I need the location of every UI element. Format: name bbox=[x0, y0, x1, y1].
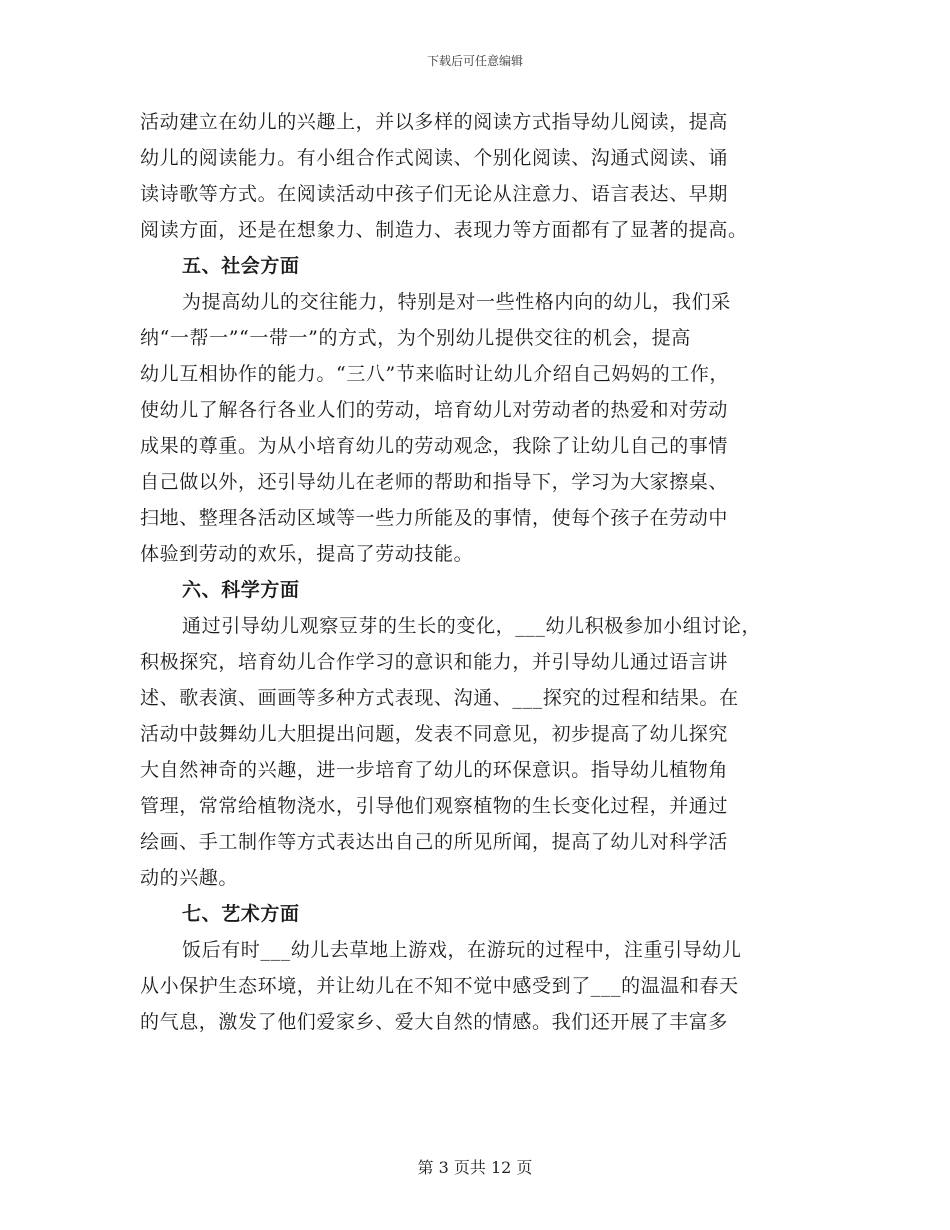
section-heading: 七、艺术方面 bbox=[182, 903, 300, 925]
text-line: 绘画、手工制作等方式表达出自己的所见所闻，提高了幼儿对科学活 bbox=[140, 831, 729, 853]
text-line: 的气息，激发了他们爱家乡、爱大自然的情感。我们还开展了丰富多 bbox=[140, 1011, 729, 1033]
text-line: 积极探究，培育幼儿合作学习的意识和能力，并引导幼儿通过语言讲 bbox=[140, 651, 729, 673]
text-line: 自己做以外，还引导幼儿在老师的帮助和指导下，学习为大家擦桌、 bbox=[140, 471, 729, 493]
text-line: 幼儿的阅读能力。有小组合作式阅读、个别化阅读、沟通式阅读、诵 bbox=[140, 147, 729, 169]
text-line: 阅读方面，还是在想象力、制造力、表现力等方面都有了显著的提高。 bbox=[140, 219, 748, 241]
text-line: 活动建立在幼儿的兴趣上，并以多样的阅读方式指导幼儿阅读，提高 bbox=[140, 111, 729, 133]
page-header-note: 下载后可任意编辑 bbox=[426, 54, 523, 68]
text-line: 扫地、整理各活动区域等一些力所能及的事情，使每个孩子在劳动中 bbox=[140, 507, 729, 529]
text-line: 述、歌表演、画画等多种方式表现、沟通、___探究的过程和结果。在 bbox=[140, 687, 739, 709]
text-line: 管理，常常给植物浇水，引导他们观察植物的生长变化过程，并通过 bbox=[140, 795, 729, 817]
text-line: 活动中鼓舞幼儿大胆提出问题，发表不同意见，初步提高了幼儿探究 bbox=[140, 723, 729, 745]
text-line: 通过引导幼儿观察豆芽的生长的变化，___幼儿积极参加小组讨论， bbox=[182, 615, 762, 637]
page-number: 第 3 页共 12 页 bbox=[417, 1158, 533, 1177]
text-line: 幼儿互相协作的能力。“三八”节来临时让幼儿介绍自己妈妈的工作， bbox=[140, 363, 730, 385]
document-body bbox=[140, 104, 820, 1040]
text-line: 体验到劳动的欢乐，提高了劳动技能。 bbox=[140, 543, 474, 565]
text-line: 动的兴趣。 bbox=[140, 867, 239, 889]
text-line: 从小保护生态环境，并让幼儿在不知不觉中感受到了___的温温和春天 bbox=[140, 975, 739, 997]
text-line: 大自然神奇的兴趣，进一步培育了幼儿的环保意识。指导幼儿植物角 bbox=[140, 759, 729, 781]
text-line: 纳“一帮一”“一带一”的方式，为个别幼儿提供交往的机会，提高 bbox=[140, 327, 691, 349]
section-heading: 六、科学方面 bbox=[182, 579, 300, 601]
text-line: 使幼儿了解各行各业人们的劳动，培育幼儿对劳动者的热爱和对劳动 bbox=[140, 399, 729, 421]
text-line: 成果的尊重。为从小培育幼儿的劳动观念，我除了让幼儿自己的事情 bbox=[140, 435, 729, 457]
text-line: 为提高幼儿的交往能力，特别是对一些性格内向的幼儿，我们采 bbox=[182, 291, 731, 313]
section-heading: 五、社会方面 bbox=[182, 255, 300, 277]
text-line: 读诗歌等方式。在阅读活动中孩子们无论从注意力、语言表达、早期 bbox=[140, 183, 729, 205]
text-line: 饭后有时___幼儿去草地上游戏，在游玩的过程中，注重引导幼儿 bbox=[182, 939, 742, 961]
